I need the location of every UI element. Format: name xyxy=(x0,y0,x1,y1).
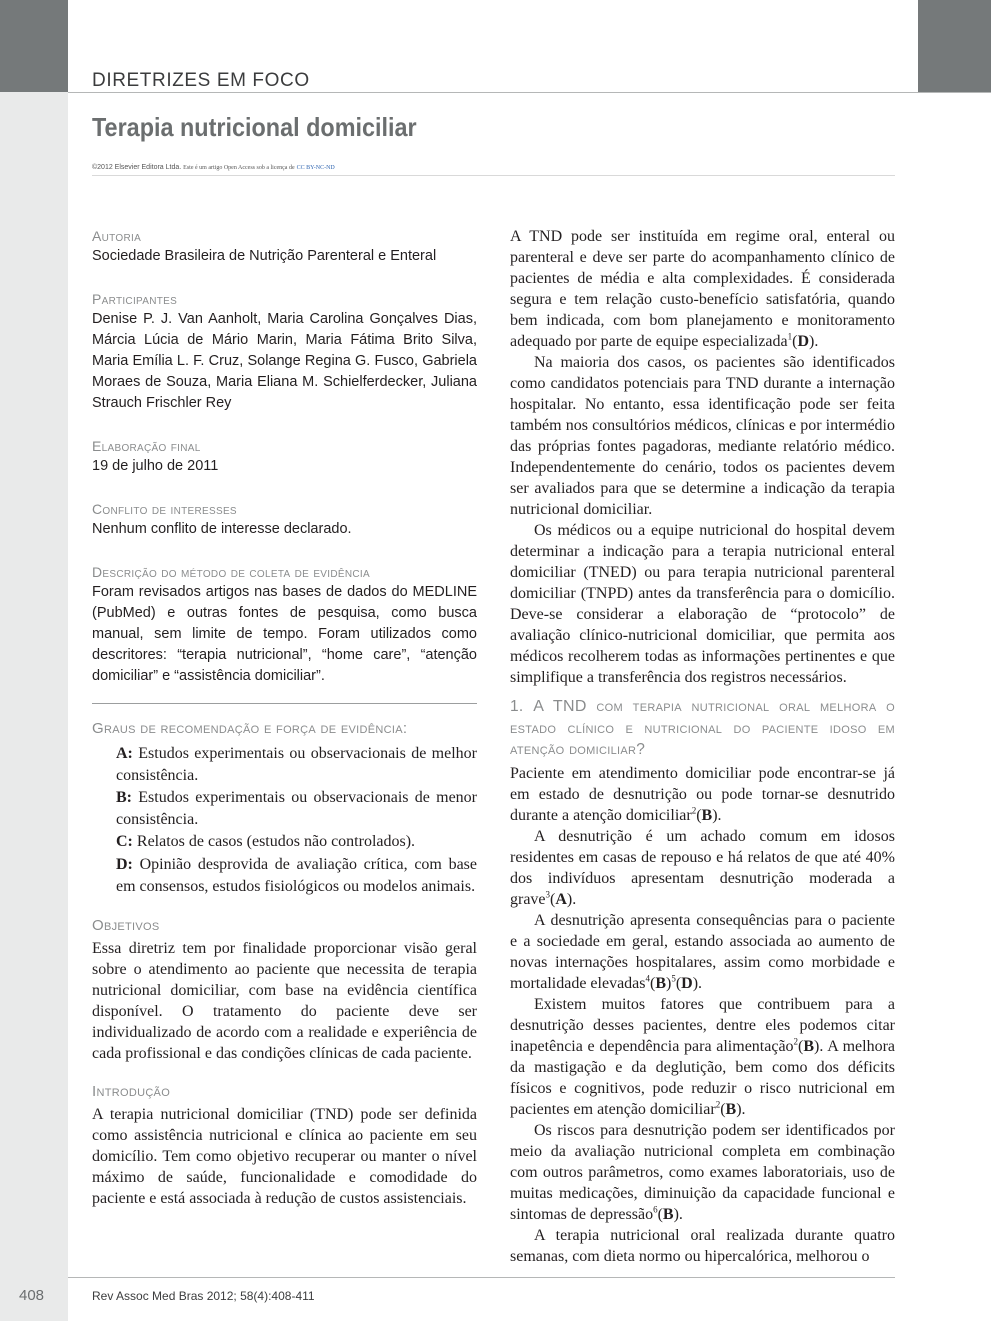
section-lead: A TND xyxy=(533,698,587,715)
copyright-rule xyxy=(92,175,895,176)
paragraph: A terapia nutricional oral realizada durante quatro semanas, com dieta normo ou hipercalórica, melhorou o xyxy=(510,1226,895,1265)
objetivos-heading: Objetivos xyxy=(92,917,160,935)
paragraph-text: A desnutrição apresenta consequências para o paciente e a sociedade em geral, estando associada ao aumento de novas internações hospitalares, assim como morbidade e mortalidade elevadas xyxy=(510,911,895,992)
paragraph-text: . A melhora da mastigação e da deglutição, bem como dos déficits físicos e cognitivos, pode reduzir o risco nutricional em pacientes em atenção domiciliar xyxy=(510,1037,895,1118)
grade-text: Opinião desprovida de avaliação crítica, com base em consensos, estudos fisiológicos ou modelos animais. xyxy=(116,855,477,895)
section-question: com terapia nutricional oral melhora o estado clínico e nutricional do paciente idoso em atenção domiciliar? xyxy=(510,698,896,758)
paragraph: Os riscos para desnutrição podem ser identificados por meio da avaliação nutricional completa em combinação com outros parâmetros, como exames laboratoriais, uso de muitas medicações, diminuição da capacidade funcional e sintomas de depressão$^6$(B). xyxy=(510,1121,895,1223)
footer-rule xyxy=(68,1277,895,1278)
paragraph: A desnutrição é um achado comum em idosos residentes em casas de repouso e há relatos de que até 40% dos indivíduos apresentam desnutrição moderada a grave$^3$(A). xyxy=(510,827,895,908)
paragraph: Existem muitos fatores que contribuem para a desnutrição desses pacientes, dentre eles podemos citar inapetência e dependência para alimentação$^2$(B). A melhora da mastigação e da deglutição, bem como dos déficits físicos e cognitivos, pode reduzir o risco nutricional em pacientes em atenção domiciliar$^2$(B). xyxy=(510,995,895,1118)
grade-letter: B: xyxy=(116,789,132,807)
introducao-heading: Introdução xyxy=(92,1083,171,1101)
grade-letter: A: xyxy=(116,745,133,762)
reference: 1 xyxy=(787,331,793,342)
paragraph-text: Os riscos para desnutrição podem ser identificados por meio da avaliação nutricional completa em combinação com outros parâmetros, como exames laboratoriais, uso de muitas medicações, diminuição da capacidade funcional e sintomas de depressão xyxy=(510,1121,895,1223)
grade-letter: D: xyxy=(116,855,133,873)
evidence-grade: B xyxy=(662,1205,674,1223)
article-title: Terapia nutricional domiciliar xyxy=(92,112,417,142)
evidence-grade: B xyxy=(655,974,666,992)
evidence-grade: B xyxy=(803,1037,815,1055)
reference: 2 xyxy=(715,1099,721,1110)
grade-text: Estudos experimentais ou observacionais de menor consistência. xyxy=(116,789,478,828)
paragraph: Na maioria dos casos, os pacientes são identificados como candidatos potenciais para TND durante a internação hospitalar. No entanto, essa identificação pode ser feita também nos consultórios médicos, clínicas e por intermédio das próprias fontes pagadoras, mediante relatório médico. Independentemente do cenário, todos os pacientes devem ser avaliados para que se determine a indicação da terapia nutricional domiciliar. xyxy=(510,354,895,518)
journal-reference: Rev Assoc Med Bras 2012; 58(4):408-411 xyxy=(92,1289,315,1303)
metadata-divider xyxy=(92,703,477,704)
grade-item xyxy=(116,854,477,897)
left-column xyxy=(92,226,477,1209)
autoria-text: Sociedade Brasileira de Nutrição Parenteral e Enteral xyxy=(92,248,437,264)
page-number: 408 xyxy=(19,1287,45,1304)
paragraph-text: Paciente em atendimento domiciliar pode encontrar-se já em estado de desnutrição ou pode tornar-se desnutrido durante a atenção domiciliar xyxy=(510,764,895,824)
paragraph-text: A desnutrição é um achado comum em idosos residentes em casas de repouso e há relatos de que até 40% dos indivíduos apresentam desnutrição moderada a grave xyxy=(510,827,895,908)
section-label: DIRETRIZES EM FOCO xyxy=(92,70,310,91)
introducao-text: A terapia nutricional domiciliar (TND) pode ser definida como assistência nutricional e clínica ao paciente em seu domicílio. Tem como objetivo recuperar ou manter o nível máximo de saúde, funcionalidade e comodidade do paciente e está associada à redução de custos assistenciais. xyxy=(92,1106,477,1208)
evidence-grade: B xyxy=(701,806,713,824)
reference: 2 xyxy=(691,805,697,816)
autoria-label: Autoria xyxy=(92,228,142,244)
paragraph: Os médicos ou a equipe nutricional do hospital devem determinar a indicação para a terapia nutricional enteral domiciliar (TNED) ou para terapia nutricional parenteral domiciliar (TNPD) antes da transferência para o domicílio. Deve-se considerar a elaboração de “protocolo” de avaliação clínico-nutricional domiciliar, que permita aos médicos recolherem todas as informações pertinentes e que simplifique a transferência dos registros necessários. xyxy=(510,522,895,686)
paragraph-text: A TND pode ser instituída em regime oral, enteral ou parenteral e deve ser parte do acompanhamento clínico de pacientes de média e alta complexidades. É considerada segura e tem relação custo-benefício satisfatória, quando bem indicada, com bom planejamento e monitoramento adequado por parte de equipe especializada xyxy=(510,228,895,350)
header-rule xyxy=(68,92,991,93)
header-corner-block xyxy=(0,0,68,92)
metodo-label: Descrição do método de coleta de evidência xyxy=(92,564,370,580)
elaboracao-label: Elaboração final xyxy=(92,438,201,454)
evidence-grade: B xyxy=(725,1100,737,1118)
reference: 5 xyxy=(671,973,676,984)
grade-text: Estudos experimentais ou observacionais de melhor consistência. xyxy=(116,745,478,784)
grade-letter: C: xyxy=(116,833,133,851)
grades-heading: Graus de recomendação e força de evidência: xyxy=(92,720,408,737)
participantes-text: Denise P. J. Van Aanholt, Maria Carolina Gonçalves Dias, Márcia Lúcia de Mário Marin, Maria Fátima Brito Silva, Maria Emília L. F. Cruz, Solange Regina G. Fusco, Gabriela Moraes de Souza, Maria Eliana M. Schielferdecker, Juliana Strauch Frischler Rey xyxy=(92,311,477,411)
grade-text: Relatos de casos (estudos não controlados). xyxy=(136,833,416,851)
grade-item xyxy=(116,787,477,830)
paragraph-text: Existem muitos fatores que contribuem para a desnutrição desses pacientes, dentre eles podemos citar inapetência e dependência para alimentação xyxy=(510,995,895,1055)
paragraph: Paciente em atendimento domiciliar pode encontrar-se já em estado de desnutrição ou pode tornar-se desnutrido durante a atenção domiciliar$^2$(B). xyxy=(510,764,895,824)
participantes-label: Participantes xyxy=(92,291,178,307)
reference: 3 xyxy=(545,889,551,900)
evidence-grade: A xyxy=(555,890,567,908)
copyright-text: ©2012 Elsevier Editora Ltda. xyxy=(92,164,182,171)
section-number: 1. xyxy=(510,698,524,715)
right-column xyxy=(510,226,895,1267)
license-link[interactable]: CC BY-NC-ND xyxy=(296,165,335,171)
paragraph: A desnutrição apresenta consequências para o paciente e a sociedade em geral, estando associada ao aumento de novas internações hospitalares, assim como morbidade e mortalidade $elevadas^4(B)^5(D)$. xyxy=(510,911,895,992)
objetivos-text: Essa diretriz tem por finalidade proporcionar visão geral sobre o atendimento ao paciente que necessita de terapia nutricional domiciliar, com base na evidência científica disponível. O tratamento do paciente deve ser individualizado de acordo com a realidade e experiência de cada profissional e das condições clínicas de cada paciente. xyxy=(92,940,477,1063)
evidence-grade: D xyxy=(681,974,693,992)
reference: 4 xyxy=(645,973,650,984)
copyright-line xyxy=(92,164,335,171)
grade-item xyxy=(116,831,477,853)
license-text: Este é um artigo Open Access sob a licença de xyxy=(183,165,295,171)
section-1-heading xyxy=(510,696,895,761)
reference: 6 xyxy=(653,1204,658,1215)
reference: 2 xyxy=(793,1036,799,1047)
elaboracao-text: 19 de julho de 2011 xyxy=(92,458,219,474)
grade-item xyxy=(116,743,477,786)
paragraph: A TND pode ser instituída em regime oral, enteral ou parenteral e deve ser parte do acompanhamento clínico de pacientes de média e alta complexidades. É considerada segura e tem relação custo-benefício satisfatória, quando bem indicada, com bom planejamento e monitoramento adequado por parte de equipe especializada$^1$(D). xyxy=(510,228,895,350)
metodo-text: Foram revisados artigos nas bases de dados do MEDLINE (PubMed) e outras fontes de pesquisa, como busca manual, sem limite de tempo. Foram utilizados como descritores: “terapia nutricional”, “home care”, “atenção domiciliar” e “assistência domiciliar”. xyxy=(92,584,477,684)
conflito-text: Nenhum conflito de interesse declarado. xyxy=(92,521,352,537)
evidence-grade: D xyxy=(797,333,810,350)
header-right-block xyxy=(918,0,991,92)
conflito-label: Conflito de interesses xyxy=(92,501,237,517)
left-margin-band xyxy=(0,0,68,1321)
